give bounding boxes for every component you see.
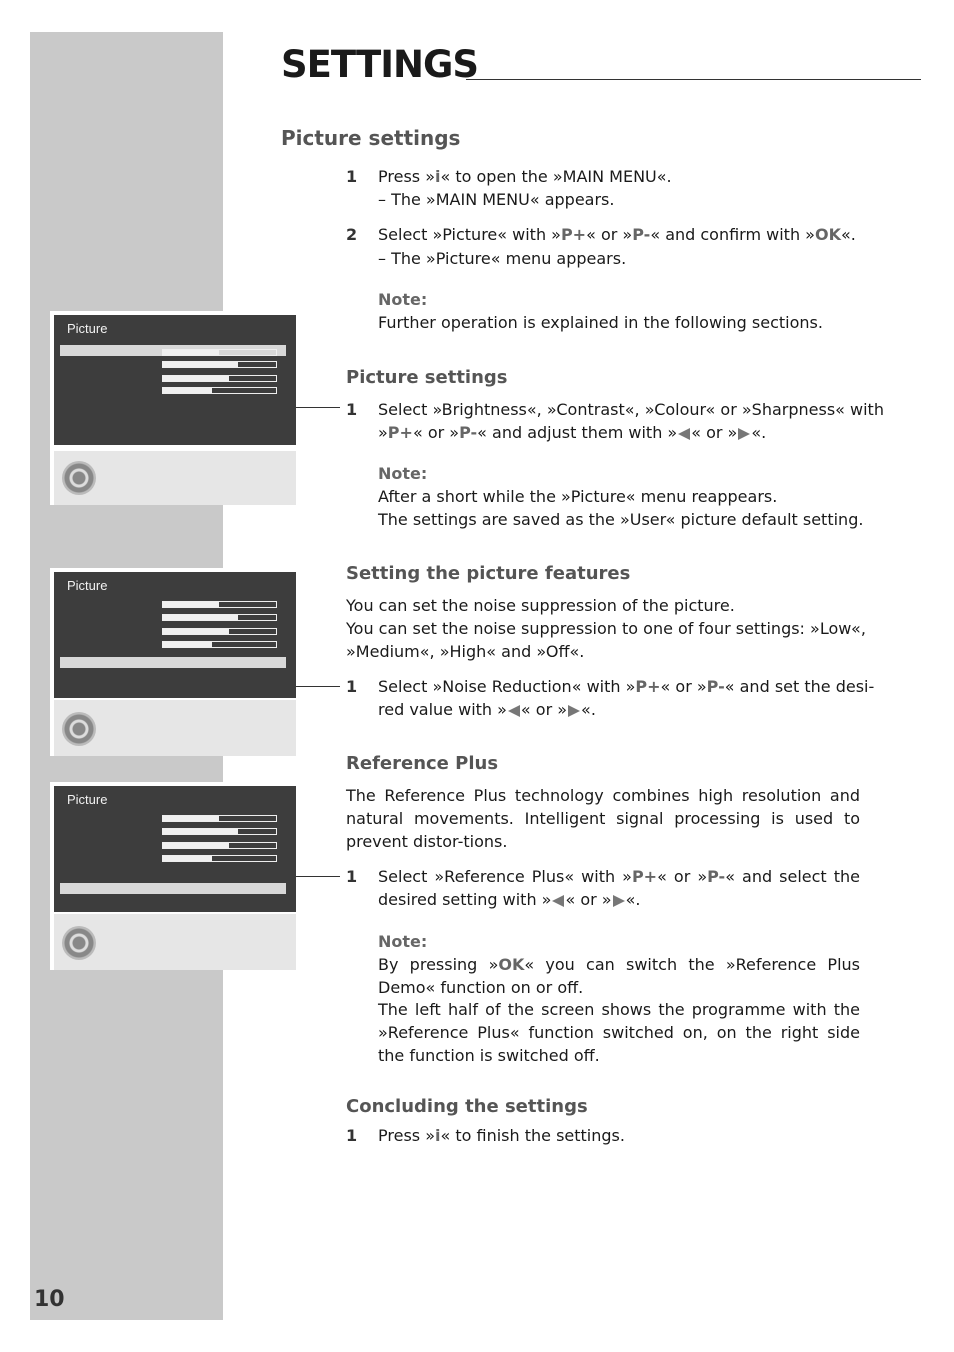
step-number: 1 bbox=[346, 167, 358, 186]
remote-control-icon bbox=[62, 461, 96, 495]
level-bar bbox=[162, 628, 277, 635]
remote-control-icon bbox=[62, 712, 96, 746]
note-label: Note: bbox=[378, 464, 428, 483]
level-bar-fill bbox=[162, 843, 229, 848]
step-text: »P+« or »P-« and adjust them with » « or » «. bbox=[378, 423, 767, 442]
level-bar bbox=[162, 815, 277, 822]
level-bar bbox=[162, 614, 277, 621]
paragraph: You can set the noise suppression of the picture. bbox=[346, 596, 735, 615]
connector-line bbox=[296, 686, 340, 687]
level-bar bbox=[162, 828, 277, 835]
step-text: red value with » « or » «. bbox=[378, 700, 596, 719]
step-text: desired setting with » « or » «. bbox=[378, 890, 641, 909]
title-rule bbox=[466, 79, 921, 80]
right-arrow-icon bbox=[613, 895, 625, 907]
level-bar bbox=[162, 601, 277, 608]
level-bar-fill bbox=[162, 602, 219, 607]
level-bar-fill bbox=[162, 829, 238, 834]
step-text: Select »Brightness«, »Contrast«, »Colour« or »Sharpness« with bbox=[378, 400, 884, 419]
level-bar bbox=[162, 349, 277, 356]
level-bar bbox=[162, 361, 277, 368]
level-bar-fill bbox=[162, 376, 229, 381]
left-arrow-icon bbox=[678, 428, 690, 440]
paragraph: You can set the noise suppression to one of four settings: »Low«, bbox=[346, 619, 866, 638]
subsection-title: Concluding the settings bbox=[346, 1096, 588, 1117]
step-number: 1 bbox=[346, 1126, 358, 1145]
step-number: 2 bbox=[346, 225, 358, 244]
level-bar bbox=[162, 855, 277, 862]
step-result: – The »Picture« menu appears. bbox=[378, 249, 627, 268]
left-arrow-icon bbox=[508, 705, 520, 717]
paragraph: »Medium«, »High« and »Off«. bbox=[346, 642, 585, 661]
page-title: SETTINGS bbox=[281, 43, 478, 86]
menu-screenshot bbox=[50, 311, 296, 505]
paragraph: The Reference Plus technology combines high resolution and natural movements. Intelligent signal processing is used to prevent distor-tions. bbox=[346, 786, 860, 851]
level-bar bbox=[162, 375, 277, 382]
note-label: Note: bbox=[378, 290, 428, 309]
step-text: Press »i« to finish the settings. bbox=[378, 1126, 625, 1145]
note-text: By pressing »OK« you can switch the »Reference Plus Demo« function on or off. bbox=[378, 955, 860, 997]
note-label: Note: bbox=[378, 932, 428, 951]
menu-screenshot bbox=[50, 568, 296, 756]
note-text: Further operation is explained in the following sections. bbox=[378, 313, 823, 332]
level-bar-fill bbox=[162, 642, 212, 647]
screen-title: Picture bbox=[67, 792, 108, 807]
info-key: i bbox=[434, 167, 441, 186]
subsection-title: Setting the picture features bbox=[346, 563, 631, 584]
menu-screenshot bbox=[50, 782, 296, 970]
remote-control-icon bbox=[62, 926, 96, 960]
level-bar-fill bbox=[162, 629, 229, 634]
connector-line bbox=[296, 407, 340, 408]
note-text: After a short while the »Picture« menu reappears. bbox=[378, 487, 778, 506]
highlight-row bbox=[60, 883, 286, 894]
highlight-row bbox=[60, 657, 286, 668]
subsection-title: Picture settings bbox=[346, 367, 508, 388]
level-bar-fill bbox=[162, 362, 238, 367]
right-arrow-icon bbox=[738, 428, 750, 440]
level-bar-fill bbox=[162, 816, 219, 821]
step-number: 1 bbox=[346, 400, 358, 419]
level-bar bbox=[162, 387, 277, 394]
level-bar-fill bbox=[162, 856, 212, 861]
connector-line bbox=[296, 876, 340, 877]
step-text: Select »Noise Reduction« with »P+« or »P-« and set the desi- bbox=[378, 677, 875, 696]
level-bar-fill bbox=[162, 615, 238, 620]
step-text: Press »i« to open the »MAIN MENU«. bbox=[378, 167, 672, 186]
level-bar bbox=[162, 842, 277, 849]
step-number: 1 bbox=[346, 867, 358, 886]
screen-title: Picture bbox=[67, 578, 108, 593]
section-title-picture-settings: Picture settings bbox=[281, 126, 461, 150]
left-arrow-icon bbox=[552, 895, 564, 907]
step-number: 1 bbox=[346, 677, 358, 696]
screen-title: Picture bbox=[67, 321, 108, 336]
page-number: 10 bbox=[34, 1287, 65, 1312]
level-bar bbox=[162, 641, 277, 648]
step-text: Select »Reference Plus« with »P+« or »P-« and select the bbox=[378, 867, 860, 886]
subsection-title: Reference Plus bbox=[346, 753, 499, 774]
right-arrow-icon bbox=[568, 705, 580, 717]
note-text: The left half of the screen shows the programme with the »Reference Plus« function switched on, on the right side the function is switched off. bbox=[378, 1000, 860, 1065]
step-text: Select »Picture« with »P+« or »P-« and confirm with »OK«. bbox=[378, 225, 856, 244]
level-bar-fill bbox=[162, 350, 219, 355]
note-text: The settings are saved as the »User« picture default setting. bbox=[378, 510, 864, 529]
level-bar-fill bbox=[162, 388, 212, 393]
step-result: – The »MAIN MENU« appears. bbox=[378, 190, 615, 209]
